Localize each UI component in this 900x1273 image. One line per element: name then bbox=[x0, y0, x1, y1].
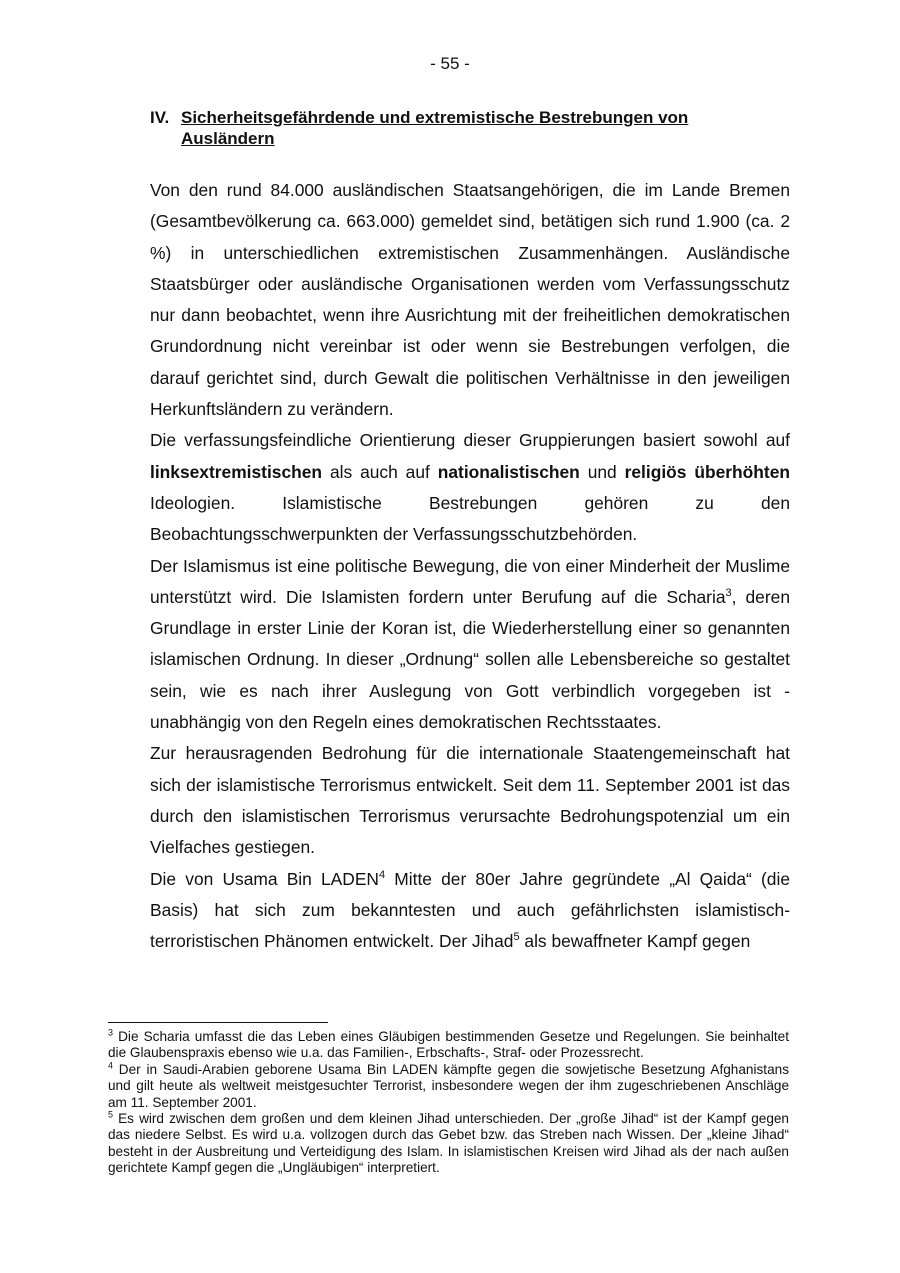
footnote-text: Die Scharia umfasst die das Leben eines Gläubigen bestimmenden Gesetze und Regelungen. Sie beinhaltet die Glaubenspraxis ebenso wie u.a. das Familien-, Erbschafts-, Straf- oder Prozessrecht. bbox=[108, 1029, 789, 1061]
footnote-ref: 5 bbox=[513, 931, 520, 944]
footnote-number: 4 bbox=[108, 1060, 114, 1071]
footnote-4 bbox=[108, 1062, 789, 1111]
paragraph-terrorism: Zur herausragenden Bedrohung für die internationale Staatengemeinschaft hat sich der islamistische Terrorismus entwickelt. Seit dem 11. September 2001 ist das durch den islamistischen Terrorismus verursachte Bedrohungspotenzial um ein Vielfaches gestiegen. bbox=[150, 743, 790, 858]
text-run: Der Islamismus ist eine politische Bewegung, die von einer Minderheit der Muslime unterstützt wird. Die Islamisten fordern unter Berufung auf die Scharia bbox=[150, 555, 790, 607]
footnote-number: 3 bbox=[108, 1027, 114, 1038]
footnote-number: 5 bbox=[108, 1109, 114, 1120]
footnote-divider bbox=[108, 1022, 328, 1023]
paragraph-al-qaida bbox=[150, 864, 790, 958]
section-title: Sicherheitsgefährdende und extremistische Bestrebungen von Ausländern bbox=[181, 108, 689, 148]
paragraph-orientation bbox=[150, 425, 790, 550]
text-run: Die von Usama Bin LADEN bbox=[150, 868, 379, 889]
footnote-3 bbox=[108, 1029, 789, 1062]
bold-term: nationalistischen bbox=[437, 461, 580, 482]
body-text bbox=[150, 175, 790, 957]
footnote-ref: 4 bbox=[379, 868, 386, 881]
page-number: - 55 - bbox=[430, 54, 470, 73]
text-run: , deren Grundlage in erster Linie der Koran ist, die Wiederherstellung einer so genannten islamischen Ordnung. In dieser „Ordnung“ sollen alle Lebensbereiche so gestaltet sein, wie es nach ihrer Auslegung von Gott verbindlich vorgegeben ist - unabhängig von den Regeln eines demokratischen Rechtsstaates. bbox=[150, 586, 790, 733]
footnote-text: Der in Saudi-Arabien geborene Usama Bin LADEN kämpfte gegen die sowjetische Besetzung Afghanistans und gilt heute als weltweit meistgesuchter Terrorist, insbesondere wegen der ihm zugeschriebenen Anschläge am 11. September 2001. bbox=[108, 1061, 789, 1110]
paragraph-intro: Von den rund 84.000 ausländischen Staatsangehörigen, die im Lande Bremen (Gesamtbevölkerung ca. 663.000) gemeldet sind, betätigen sich rund 1.900 (ca. 2 %) in unterschiedlichen extremistischen Zusammenhängen. Ausländische Staatsbürger oder ausländische Organisationen werden vom Verfassungsschutz nur dann beobachtet, wenn ihre Ausrichtung mit der freiheitlichen demokratischen Grundordnung nicht vereinbar ist oder wenn sie Bestrebungen verfolgen, die darauf gerichtet sind, durch Gewalt die politischen Verhältnisse in den jeweiligen Herkunftsländern zu verändern. bbox=[150, 180, 790, 420]
text-run: als auch auf bbox=[322, 461, 438, 482]
section-heading bbox=[150, 107, 750, 149]
footnote-ref: 3 bbox=[725, 587, 732, 600]
footnotes bbox=[108, 1029, 789, 1177]
footnote-text: Es wird zwischen dem großen und dem kleinen Jihad unterschieden. Der „große Jihad“ ist der Kampf gegen das niedere Selbst. Es wird u.a. vollzogen durch das Gebet bzw. das Streben nach Wissen. Der „kleine Jihad“ besteht in der Ausbreitung und Verteidigung des Islam. In islamistischen Kreisen wird Jihad als der nach außen gerichtete Kampf gegen die „Ungläubigen“ interpretiert. bbox=[108, 1111, 789, 1176]
text-run: Mitte der 80er Jahre gegründete „Al Qaida“ (die Basis) hat sich zum bekanntesten und auch gefährlichsten islamistisch-terroristischen Phänomen entwickelt. Der Jihad bbox=[150, 868, 791, 952]
text-run: Ideologien. Islamistische Bestrebungen gehören zu den Beobachtungsschwerpunkten der Verfassungsschutzbehörden. bbox=[150, 492, 790, 545]
section-number: IV. bbox=[150, 108, 170, 127]
paragraph-islamism bbox=[150, 551, 790, 739]
bold-term: linksextremistischen bbox=[150, 461, 323, 482]
footnote-5 bbox=[108, 1111, 789, 1177]
bold-term: religiös überhöhten bbox=[624, 461, 790, 482]
text-run: und bbox=[579, 461, 625, 482]
text-run: Die verfassungsfeindliche Orientierung dieser Gruppierungen basiert sowohl auf bbox=[150, 430, 790, 451]
text-run: als bewaffneter Kampf gegen bbox=[519, 931, 751, 952]
